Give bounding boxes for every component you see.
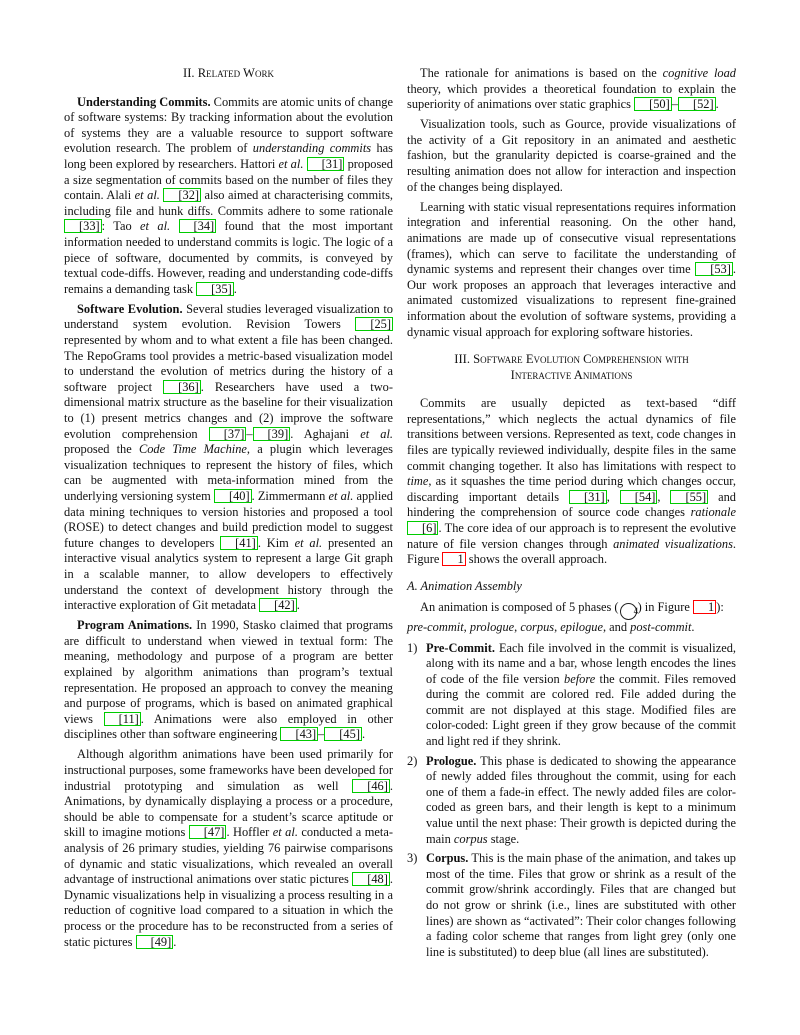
citation-link[interactable]: [11] <box>104 712 141 726</box>
section-title: Related Work <box>197 66 274 80</box>
citation-link[interactable]: [45] <box>324 727 362 741</box>
list-item-pre-commit: 1) Pre-Commit. Each file involved in the commit is visualized, along with its name and a bar, whose length encodes the lines of code of the file version before the commit. Files removed during the commit are colored red. File added during the commit are not displayed at this stage. Modified files are color-coded: Light green if they grow because of the commit and light red if they shrink. <box>407 640 736 749</box>
citation-link[interactable]: [39] <box>253 427 291 441</box>
citation-link[interactable]: [34] <box>179 219 217 233</box>
citation-link[interactable]: [32] <box>163 188 201 202</box>
paragraph-gource: Visualization tools, such as Gource, provide visualizations of the activity of a Git repository in an animated and aesthetic fashion, but the granularity depicted is coarse-grained and the resulting animation does not allow for interaction and inspection of the changes being displayed. <box>407 117 736 194</box>
section-title-line1: Software Evolution Comprehension with <box>473 352 689 367</box>
list-item-corpus: 3) Corpus. This is the main phase of the animation, and takes up most of the time. Files that grow or shrink as a result of the commit grow/shrink accordingly. Files that are changed but do not grow or shrink (i.e., lines are substituted with other lines) are shown as “activated”: Their color changes following a fading color scheme that ranges from light grey (only one line is substituted) to deep blue (all lines are substituted). <box>407 851 736 959</box>
section-heading-software-evolution-comprehension <box>407 352 736 383</box>
paragraph-software-evolution: Software Evolution. Several studies leveraged visualization to understand system evolution. Revision Towers [25] represented by whom and to what extent a file has been changed. The RepoGrams tool provides a metric-based visualization model to understand the evolution of metrics during the history of a software project [36] . Researchers have used a two-dimensional matrix structure as the baseline for their visualization to (1) present metrics changes and (2) improve the software evolution comprehension [37] – [39] . Aghajani et al. proposed the Code Time Machine, a plugin which leverages visualization techniques to represent the history of files, which can be augmented with meta-information mined from the underlying versioning system [40] . Zimmermann et al. applied data mining techniques to version histories and proposed a tool (ROSE) to detect changes and build prediction model to suggest future changes to developers [41] . Kim et al. presented an interactive visual analytics system to represent a large Git graph in a scalable manner, to allow developers to effectively understand the context of development history through the interactive exploration of Git metadata [42] . <box>64 301 393 613</box>
section-number: II. <box>183 66 195 80</box>
citation-link[interactable]: [53] <box>695 262 733 276</box>
phase-list <box>407 641 736 961</box>
citation-link[interactable]: [50] <box>634 97 672 111</box>
citation-link[interactable]: [6] <box>407 521 438 535</box>
citation-link[interactable]: [35] <box>196 282 234 296</box>
circled-number-badge: 4 <box>620 603 637 620</box>
citation-link[interactable]: [31] <box>307 157 345 171</box>
citation-link[interactable]: [46] <box>352 779 390 793</box>
citation-link[interactable]: [52] <box>678 97 716 111</box>
paragraph-static-representations: Learning with static visual representations requires information integration and inferential reasoning. On the other hand, animations are made up of consecutive visual representations (frames), which can serve to facilitate the understanding of dynamic systems and represent their changes over time [53] . Our work proposes an approach that leverages interactive and animated customized visualizations to represent fine-grained information about the evolution of software systems, providing a dynamic visual approach for exploring software histories. <box>407 199 736 339</box>
left-column <box>64 66 393 955</box>
section-heading-related-work <box>64 66 393 82</box>
citation-link[interactable]: [43] <box>280 727 318 741</box>
paragraph-lead: Program Animations. <box>77 618 193 633</box>
subsection-heading-animation-assembly: A. Animation Assembly <box>407 578 522 593</box>
list-item-prologue: 2) Prologue. This phase is dedicated to showing the appearance of newly added files throughout the commit, using for each one of them a fade-in effect. The newly added files are color-coded as green bars, and their length is kept to a minimum value until the next phase: Their growth is depicted during the main corpus stage. <box>407 753 736 846</box>
section-title-line2: Interactive Animations <box>510 367 633 382</box>
citation-link[interactable]: [36] <box>163 380 201 394</box>
citation-link[interactable]: [25] <box>355 317 393 331</box>
paragraph-lead: Understanding Commits. <box>77 94 211 109</box>
citation-link[interactable]: [47] <box>189 825 227 839</box>
citation-link[interactable]: [48] <box>352 872 390 886</box>
citation-link[interactable]: [55] <box>670 490 708 504</box>
citation-link[interactable]: [41] <box>220 536 258 550</box>
citation-link[interactable]: [54] <box>620 490 658 504</box>
citation-link[interactable]: [37] <box>209 427 247 441</box>
citation-link[interactable]: [31] <box>569 490 607 504</box>
paragraph-diff-representations: Commits are usually depicted as text-based “diff representations,” which neglects the actual dynamics of file transitions between versions. Represented as text, code changes in files are typically reviewed individually, despite files in the same commit changing together. It also has limitations with respect to time, as it squashes the time period during which changes occur, discarding important details [31] , [54] , [55] and hindering the comprehension of source code changes rationale [6] . The core idea of our approach is to represent the evolutive nature of file version changes through animated visualizations. Figure 1 shows the overall approach. <box>407 396 736 567</box>
right-column <box>407 66 736 964</box>
paragraph-cognitive-load: The rationale for animations is based on the cognitive load theory, which provides a theoretical foundation to explain the superiority of animations over static graphics [50] – [52] . <box>407 66 736 112</box>
figure-link[interactable]: 1 <box>693 600 716 614</box>
citation-link[interactable]: [42] <box>259 598 297 612</box>
citation-link[interactable]: [40] <box>214 489 252 503</box>
paragraph-algorithm-animations: Although algorithm animations have been used primarily for instructional purposes, some frameworks have been developed for industrial prototyping and simulation as well [46] . Animations, by dynamically displaying a process or a procedure, should be able to compensate for a student’s scarce aptitude or skill to imagine motions [47] . Hoffler et al. conducted a meta-analysis of 26 primary studies, yielding 76 pairwise comparisons of dynamic and static visualizations, which revealed an overall advantage of instructional animations over static pictures [48] . Dynamic visualizations help in visualizing a process resulting in a reduction of cognitive load compared to a situation in which the process or the procedure has to be reconstructed from a series of static pictures [49] . <box>64 747 394 949</box>
figure-link[interactable]: 1 <box>442 552 465 566</box>
paragraph-animation-phases: An animation is composed of 5 phases ( 4) in Figure 1 ): pre-commit, prologue, corpus, epilogue, and post-commit. <box>407 600 724 635</box>
paragraph-lead: Software Evolution. <box>77 301 183 316</box>
section-number: III. <box>454 352 471 367</box>
citation-link[interactable]: [33] <box>64 219 102 233</box>
paragraph-understanding-commits: Understanding Commits. Commits are atomic units of change of software systems: By tracking information about the evolution of systems they are a valuable resource to support software evolution research. The problem of understanding commits has long been explored by researchers. Hattori et al. [31] proposed a size segmentation of commits based on the number of files they contain. Alali et al. [32] also aimed at characterising commits, including file and hunk diffs. Commits adhere to some rationale [33] : Tao et al. [34] found that the most important information needed to understand commits is logic. The logic of a piece of software, documented by commits, is conveyed by textual code-diffs. However, reading and understanding code-diffs remains a demanding task [35] . <box>64 94 394 296</box>
citation-link[interactable]: [49] <box>136 935 174 949</box>
paragraph-program-animations: Program Animations. In 1990, Stasko claimed that programs are difficult to understand when viewed in textual form: The meaning, methodology and purpose of a program are better explained by algorithm animations than program’s textual representation. He proposed an approach to convey the meaning and purpose of programs, which is based on animated graphical views [11] . Animations were also employed in other disciplines other than software engineering [43] – [45] . <box>64 618 393 742</box>
